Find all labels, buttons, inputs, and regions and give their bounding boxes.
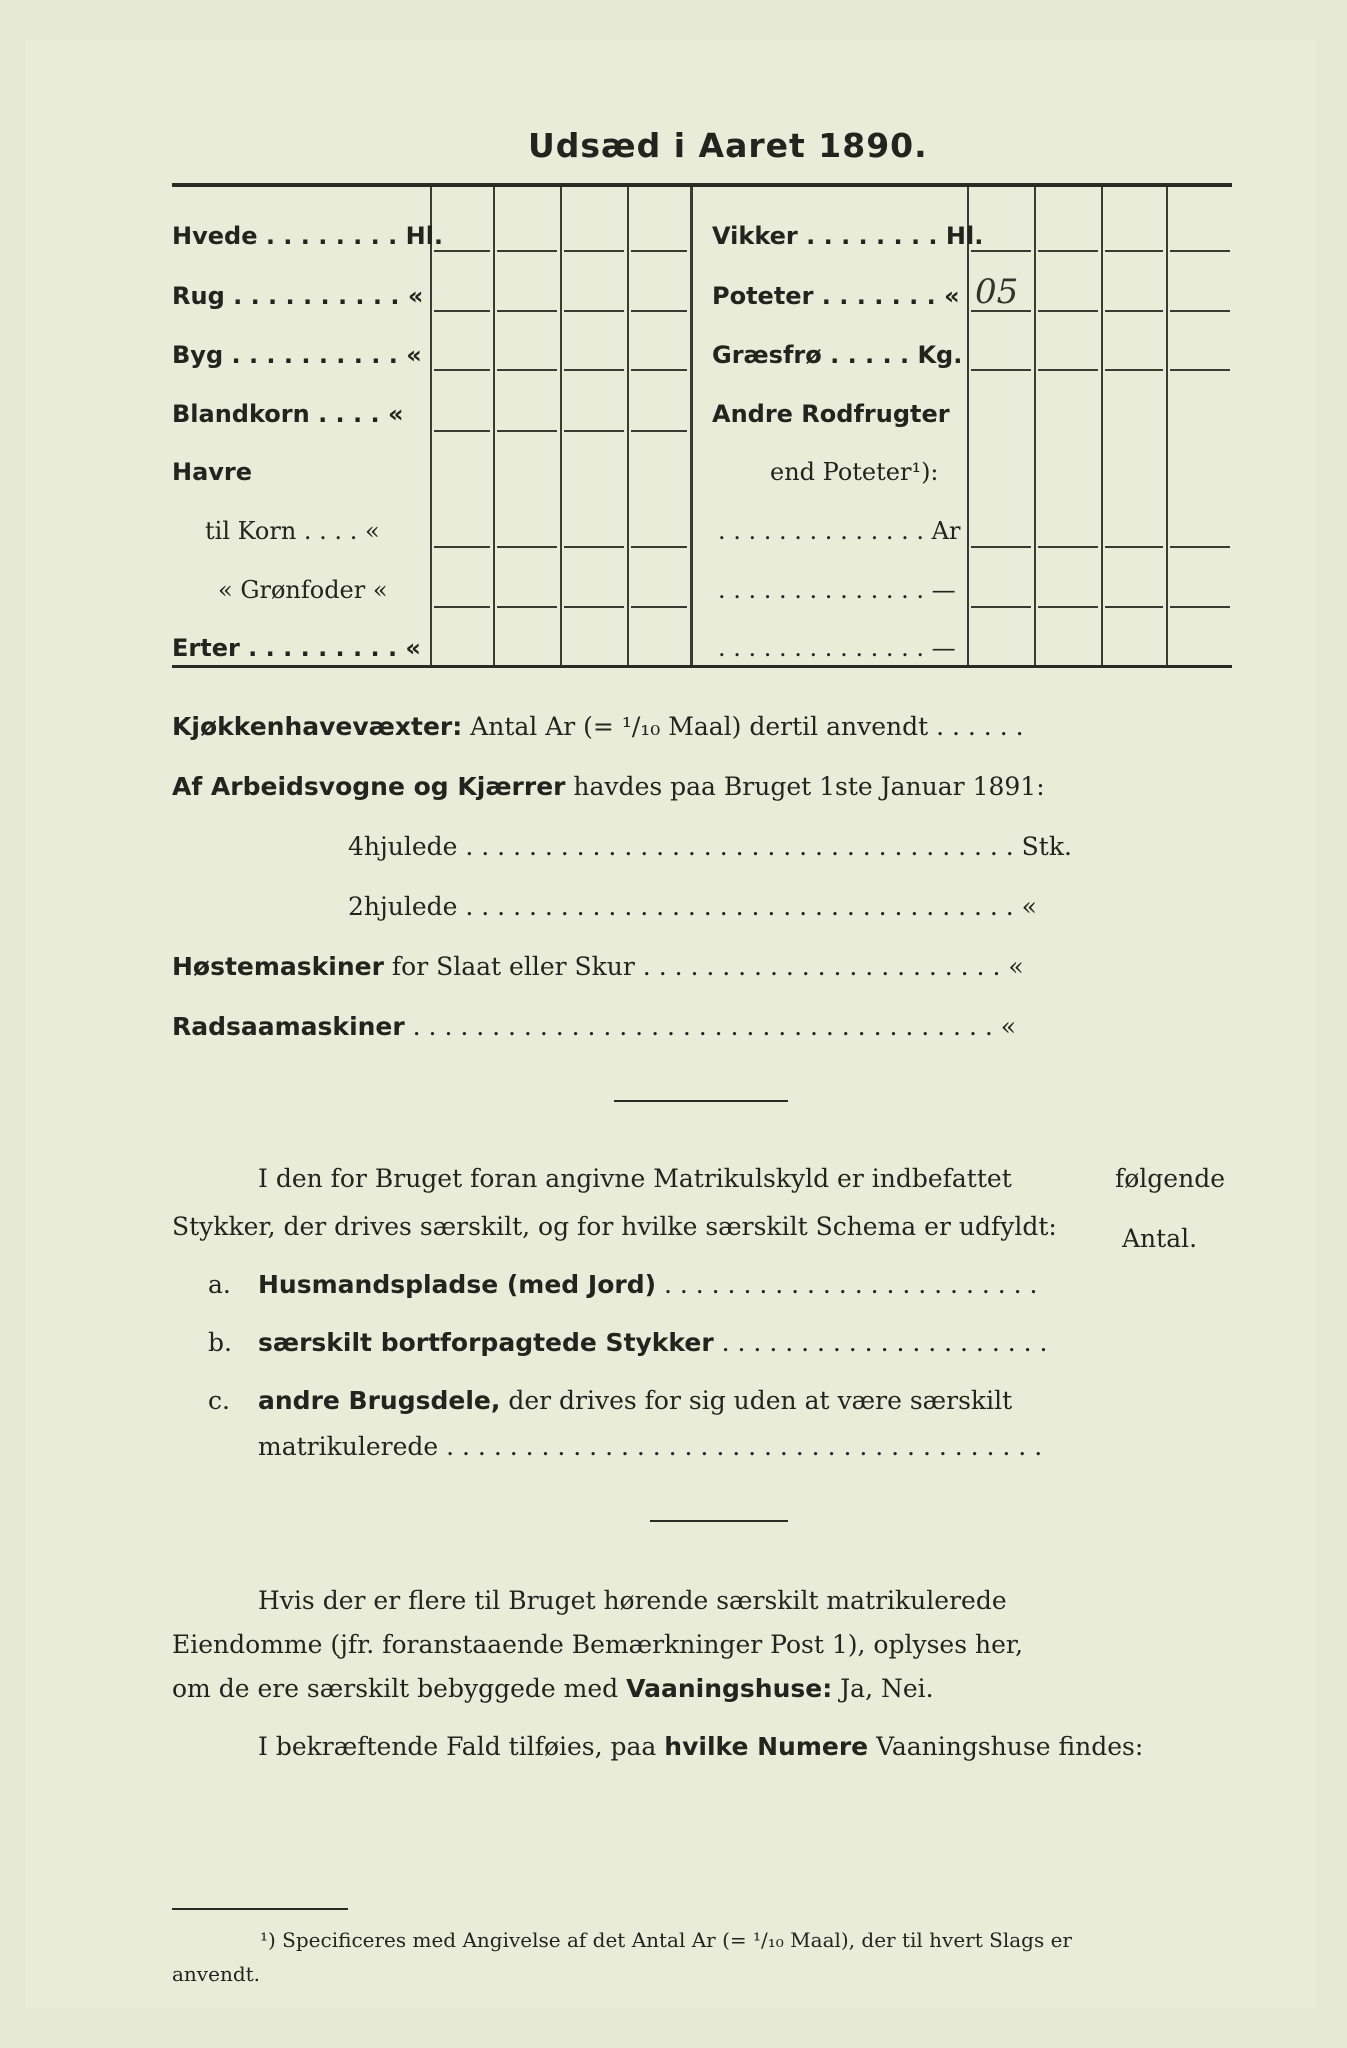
- cell-line: [631, 430, 687, 432]
- footnote-rule: [172, 1908, 348, 1910]
- cell-line: [1105, 310, 1163, 312]
- bekr-b: Vaaningshuse findes:: [868, 1732, 1144, 1761]
- cell-line: [564, 310, 624, 312]
- cell-line: [1038, 546, 1098, 548]
- matrikul-folgende: følgende: [1115, 1164, 1225, 1193]
- item-c-rest: der drives for sig uden at være særskilt: [500, 1386, 1013, 1415]
- left-col-line-2: [493, 187, 495, 665]
- item-c-bold: andre Brugsdele,: [258, 1386, 501, 1415]
- hoste-line: [172, 952, 1024, 981]
- crop-label-havre: Havre: [172, 458, 253, 486]
- cell-line: [497, 250, 557, 252]
- vogne-line: [172, 772, 1045, 801]
- item-c-continuation: matrikulerede . . . . . . . . . . . . . . . . . . . . . . . . . . . . . . . . . . . . . .: [258, 1432, 1043, 1461]
- page-title: Udsæd i Aaret 1890.: [528, 126, 928, 165]
- kjokken-bold: Kjøkkenhavevæxter:: [172, 712, 463, 741]
- section-divider: [614, 1100, 788, 1102]
- item-b-bold: særskilt bortforpagtede Stykker: [258, 1328, 714, 1357]
- left-col-line-1: [430, 187, 432, 665]
- footnote-line-2: anvendt.: [172, 1962, 261, 1986]
- cell-line: [497, 369, 557, 371]
- right-col-line-2: [1034, 187, 1036, 665]
- crop-label-poteter: Poteter . . . . . . . «: [712, 282, 960, 310]
- item-a-rest: . . . . . . . . . . . . . . . . . . . . . . . .: [656, 1270, 1038, 1299]
- cell-line: [434, 369, 490, 371]
- cell-line: [1038, 369, 1098, 371]
- cell-line: [434, 430, 490, 432]
- hvis-line-3-b: Ja, Nei.: [832, 1674, 934, 1703]
- hjul2-line: 2hjulede . . . . . . . . . . . . . . . . . . . . . . . . . . . . . . . . . . . «: [348, 892, 1037, 921]
- crop-label-dash-1: . . . . . . . . . . . . . . —: [718, 576, 956, 604]
- crop-label-ar: . . . . . . . . . . . . . . Ar: [718, 517, 961, 545]
- bekraeftende-line: [258, 1732, 1143, 1761]
- cell-line: [631, 250, 687, 252]
- hvis-line-3: [172, 1674, 934, 1703]
- matrikul-line-1: I den for Bruget foran angivne Matrikulskyld er indbefattet: [258, 1164, 1012, 1193]
- crop-label-erter: Erter . . . . . . . . . «: [172, 634, 421, 662]
- cell-line: [434, 606, 490, 608]
- cell-line: [1105, 369, 1163, 371]
- cell-line: [1038, 250, 1098, 252]
- hvis-line-1: Hvis der er flere til Bruget hørende særskilt matrikulerede: [258, 1586, 1007, 1615]
- cell-line: [1170, 310, 1230, 312]
- cell-line: [564, 430, 624, 432]
- cell-line: [631, 369, 687, 371]
- cell-line: [1105, 606, 1163, 608]
- hoste-bold: Høstemaskiner: [172, 952, 384, 981]
- cell-line: [631, 310, 687, 312]
- cell-line: [497, 310, 557, 312]
- crop-label-til-korn: til Korn . . . . «: [205, 517, 380, 545]
- cell-line: [564, 369, 624, 371]
- footnote-line-1: ¹) Specificeres med Angivelse af det Antal Ar (= ¹/₁₀ Maal), der til hvert Slags er: [260, 1928, 1072, 1952]
- matrikul-antal: Antal.: [1122, 1224, 1198, 1253]
- right-col-line-1: [967, 187, 969, 665]
- cell-line: [1038, 310, 1098, 312]
- cell-line: [434, 546, 490, 548]
- cell-line: [564, 250, 624, 252]
- section-divider: [650, 1520, 788, 1522]
- vogne-bold: Af Arbeidsvogne og Kjærrer: [172, 772, 566, 801]
- cell-line: [497, 430, 557, 432]
- cell-line: [1170, 546, 1230, 548]
- hvis-line-2: Eiendomme (jfr. foranstaaende Bemærkninger Post 1), oplyses her,: [172, 1630, 1024, 1659]
- cell-line: [971, 606, 1031, 608]
- crop-label-rug: Rug . . . . . . . . . . «: [172, 282, 424, 310]
- cell-line: [1170, 606, 1230, 608]
- right-col-line-4: [1166, 187, 1168, 665]
- cell-line: [1170, 250, 1230, 252]
- rad-rest: . . . . . . . . . . . . . . . . . . . . . . . . . . . . . . . . . . . . . «: [404, 1012, 1017, 1041]
- hvis-line-3-bold: Vaaningshuse:: [626, 1674, 833, 1703]
- item-a-letter: a.: [208, 1270, 231, 1299]
- item-b-rest: . . . . . . . . . . . . . . . . . . . . .: [713, 1328, 1048, 1357]
- cell-line: [631, 606, 687, 608]
- item-a: [258, 1270, 1037, 1299]
- bekr-a: I bekræftende Fald tilføies, paa: [258, 1732, 665, 1761]
- rad-bold: Radsaamaskiner: [172, 1012, 405, 1041]
- rad-line: [172, 1012, 1016, 1041]
- crop-label-gronfoder: « Grønfoder «: [218, 576, 388, 604]
- crop-label-andre-rodfrugter: Andre Rodfrugter: [712, 400, 950, 428]
- cell-line: [434, 250, 490, 252]
- vogne-rest: havdes paa Bruget 1ste Januar 1891:: [565, 772, 1045, 801]
- table-bottom-rule: [172, 665, 1232, 668]
- cell-line: [1105, 546, 1163, 548]
- crop-label-dash-2: . . . . . . . . . . . . . . —: [718, 634, 956, 662]
- table-center-divider: [690, 187, 693, 665]
- cell-line: [971, 546, 1031, 548]
- cell-line: [1038, 606, 1098, 608]
- item-a-bold: Husmandspladse (med Jord): [258, 1270, 657, 1299]
- cell-line: [631, 546, 687, 548]
- crop-label-graesfro: Græsfrø . . . . . Kg.: [712, 341, 963, 369]
- crop-label-hvede: Hvede . . . . . . . . Hl.: [172, 222, 444, 250]
- item-c: [258, 1386, 1012, 1415]
- cell-line: [497, 546, 557, 548]
- hjul4-line: 4hjulede . . . . . . . . . . . . . . . . . . . . . . . . . . . . . . . . . . . Stk.: [348, 832, 1072, 861]
- left-col-line-3: [560, 187, 562, 665]
- item-b-letter: b.: [208, 1328, 232, 1357]
- cell-line: [497, 606, 557, 608]
- right-col-line-3: [1101, 187, 1103, 665]
- handwritten-poteter-value: 05: [975, 272, 1019, 312]
- table-top-rule: [172, 183, 1232, 187]
- kjokken-line: [172, 712, 1024, 741]
- item-b: [258, 1328, 1047, 1357]
- cell-line: [1170, 369, 1230, 371]
- crop-label-blandkorn: Blandkorn . . . . «: [172, 400, 404, 428]
- cell-line: [564, 546, 624, 548]
- left-col-line-4: [627, 187, 629, 665]
- crop-label-end-poteter: end Poteter¹):: [770, 458, 939, 486]
- matrikul-line-2: Stykker, der drives særskilt, og for hvilke særskilt Schema er udfyldt:: [172, 1212, 1057, 1241]
- cell-line: [564, 606, 624, 608]
- cell-line: [971, 369, 1031, 371]
- cell-line: [1105, 250, 1163, 252]
- hvis-line-3-a: om de ere særskilt bebyggede med: [172, 1674, 627, 1703]
- crop-label-byg: Byg . . . . . . . . . . «: [172, 341, 422, 369]
- crop-label-vikker: Vikker . . . . . . . . Hl.: [712, 222, 984, 250]
- bekr-bold: hvilke Numere: [664, 1732, 869, 1761]
- hoste-rest: for Slaat eller Skur . . . . . . . . . . . . . . . . . . . . . . . «: [383, 952, 1024, 981]
- item-c-letter: c.: [208, 1386, 230, 1415]
- cell-line: [971, 250, 1031, 252]
- kjokken-rest: Antal Ar (= ¹/₁₀ Maal) dertil anvendt . . . . . .: [462, 712, 1024, 741]
- cell-line: [434, 310, 490, 312]
